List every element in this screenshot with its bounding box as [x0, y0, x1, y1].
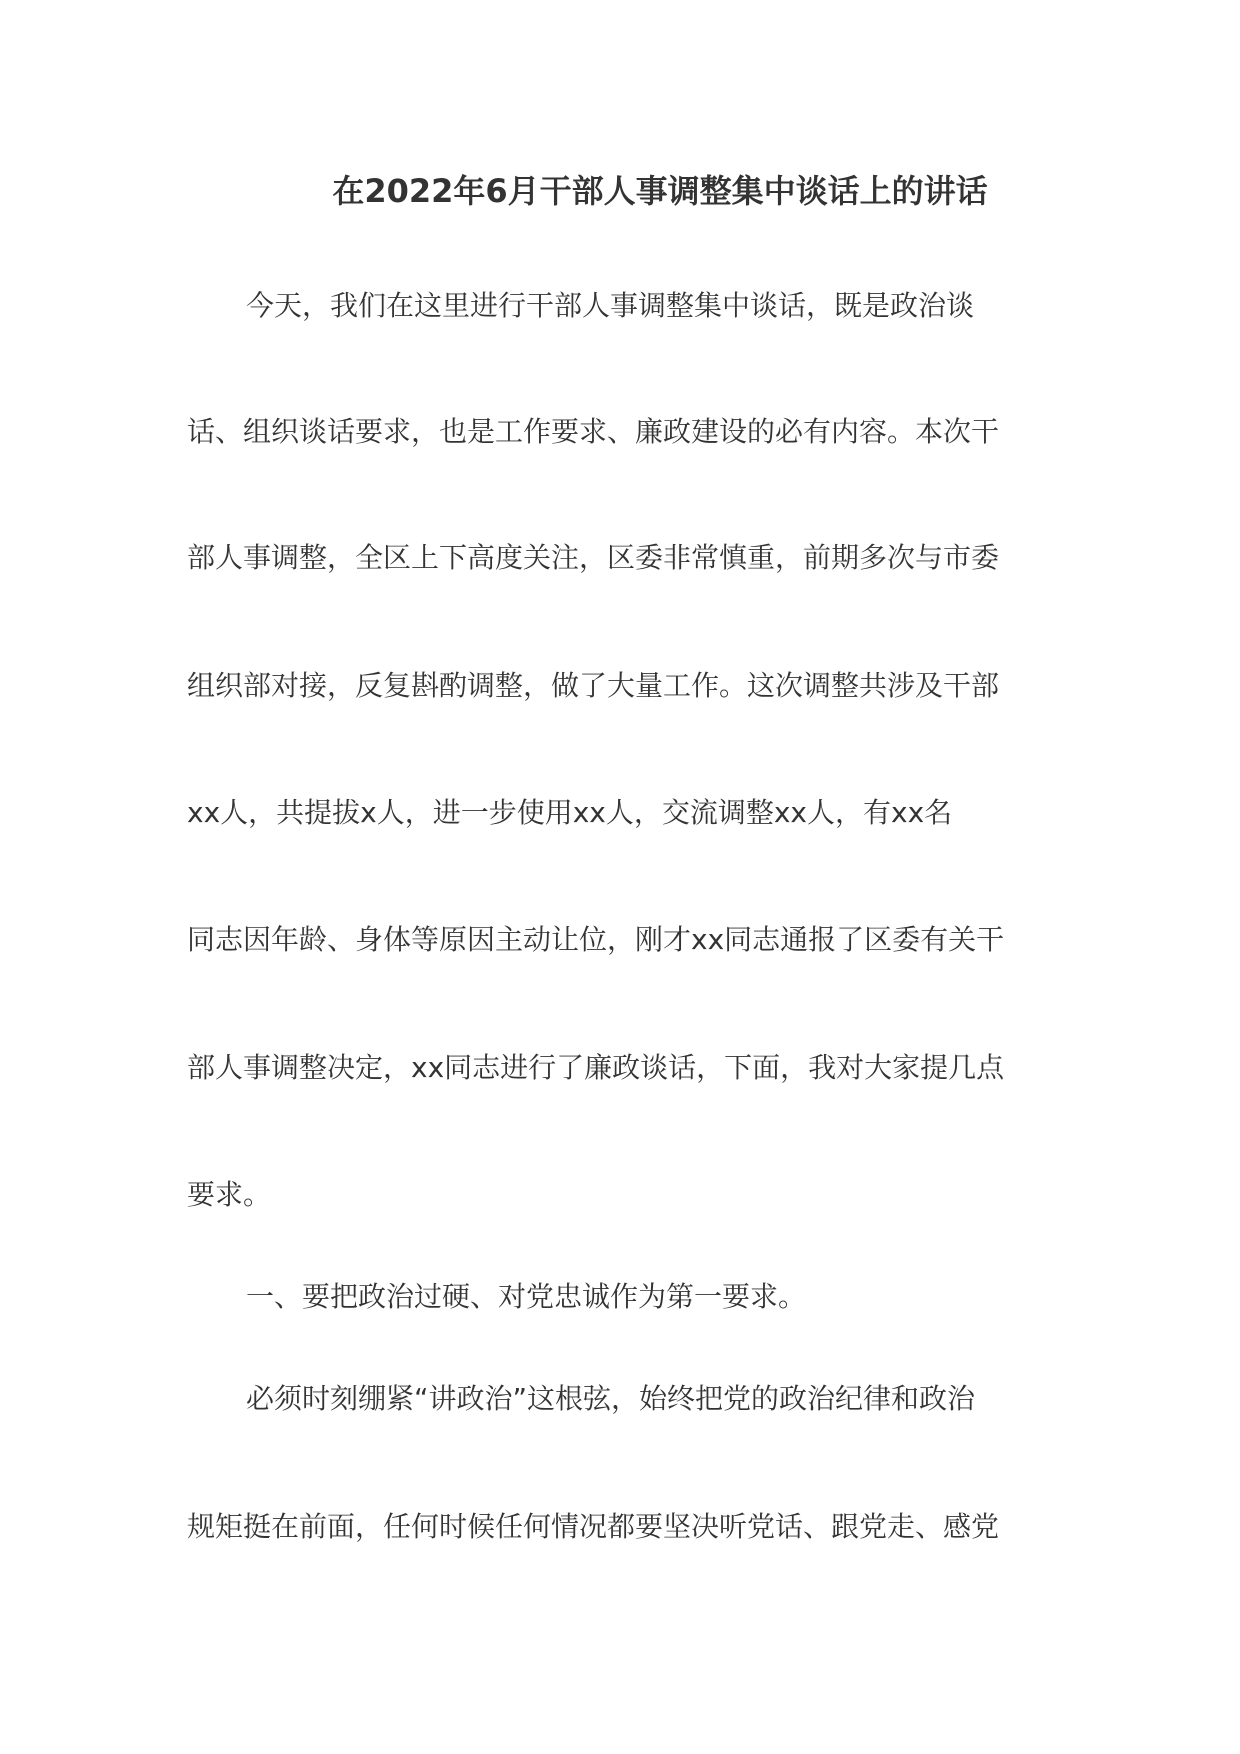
paragraph-line: xx人，共提拔x人，进一步使用xx人，交流调整xx人，有xx名	[187, 796, 953, 829]
paragraph-line: 同志因年龄、身体等原因主动让位，刚才xx同志通报了区委有关干	[187, 923, 1005, 956]
paragraph-line: 规矩挺在前面，任何时候任何情况都要坚决听党话、跟党走、感党	[187, 1510, 1000, 1543]
section-heading: 一、要把政治过硬、对党忠诚作为第一要求。	[246, 1280, 807, 1313]
paragraph-line: 话、组织谈话要求，也是工作要求、廉政建设的必有内容。本次干	[187, 415, 1000, 448]
paragraph-line: 组织部对接，反复斟酌调整，做了大量工作。这次调整共涉及干部	[187, 669, 1000, 702]
paragraph-line: 必须时刻绷紧“讲政治”这根弦，始终把党的政治纪律和政治	[246, 1382, 976, 1415]
paragraph-line: 今天，我们在这里进行干部人事调整集中谈话，既是政治谈	[246, 289, 975, 322]
paragraph-line: 部人事调整，全区上下高度关注，区委非常慎重，前期多次与市委	[187, 541, 1000, 574]
paragraph-line: 部人事调整决定，xx同志进行了廉政谈话，下面，我对大家提几点	[187, 1051, 1005, 1084]
paragraph-line: 要求。	[187, 1178, 272, 1211]
document-title: 在2022年6月干部人事调整集中谈话上的讲话	[332, 172, 988, 210]
